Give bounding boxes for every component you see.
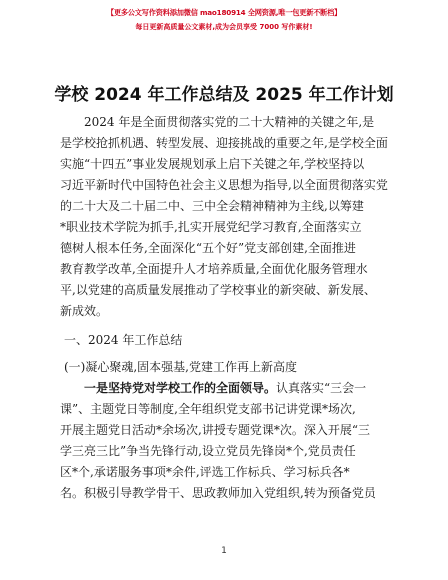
paragraph-line: 新成效。 <box>60 304 109 318</box>
section-heading: 一、2024 年工作总结 <box>64 333 183 347</box>
header-banner <box>0 6 448 34</box>
paragraph-line: 平,以党建的高质量发展推动了学校事业的新突破、新发展、 <box>60 283 376 297</box>
paragraph-line: 开展主题党日活动*余场次,讲授专题党课*次。深入开展“三 <box>60 423 370 437</box>
banner-line-2: 每日更新高质量公文素材,成为会员享受 7000 写作素材! <box>135 23 313 31</box>
document-body <box>60 112 390 504</box>
paragraph-line: 学三亮三比”争当先锋行动,设立党员先锋岗*个,党员责任 <box>60 444 356 458</box>
paragraph-line <box>60 378 390 399</box>
paragraph-line: 习近平新时代中国特色社会主义思想为指导,以全面贯彻落实党 <box>60 178 388 192</box>
banner-line-1: 【更多公文写作资料添加微信 mao180914 全网资源,唯一包更新不断档】 <box>106 8 342 17</box>
paragraph-line: 课”、主题党日等制度,全年组织党支部书记讲党课*场次, <box>60 402 356 416</box>
paragraph-line: 名。积极引导教学骨干、思政教师加入党组织,转为预备党员 <box>60 486 376 500</box>
lead-continuation: 认真落实“三会一 <box>276 381 367 395</box>
page-number: 1 <box>221 546 227 556</box>
paragraph-line: 教育教学改革,全面提升人才培养质量,全面优化服务管理水 <box>60 262 368 276</box>
subsection-heading: (一)凝心聚魂,固本强基,党建工作再上新高度 <box>64 360 297 374</box>
paragraph-line: 2024 年是全面贯彻落实党的二十大精神的关键之年,是 <box>84 115 375 129</box>
paragraph-line: 区*个,承诺服务事项*余件,评选工作标兵、学习标兵各* <box>60 465 350 479</box>
paragraph-line: 的二十大及二十届二中、三中全会精神精神为主线,以筹建 <box>60 199 364 213</box>
paragraph-line: *职业技术学院为抓手,扎实开展党纪学习教育,全面落实立 <box>60 220 362 234</box>
document-title: 学校 2024 年工作总结及 2025 年工作计划 <box>54 85 394 105</box>
paragraph-line: 是学校抢抓机遇、转型发展、迎接挑战的重要之年,是学校全面 <box>60 136 388 150</box>
lead-sentence: 一是坚持党对学校工作的全面领导。 <box>84 381 277 395</box>
paragraph-line: 德树人根本任务,全面深化“五个好”党支部创建,全面推进 <box>60 241 356 255</box>
paragraph-line: 实施“十四五”事业发展规划承上启下关键之年,学校坚持以 <box>60 157 365 171</box>
